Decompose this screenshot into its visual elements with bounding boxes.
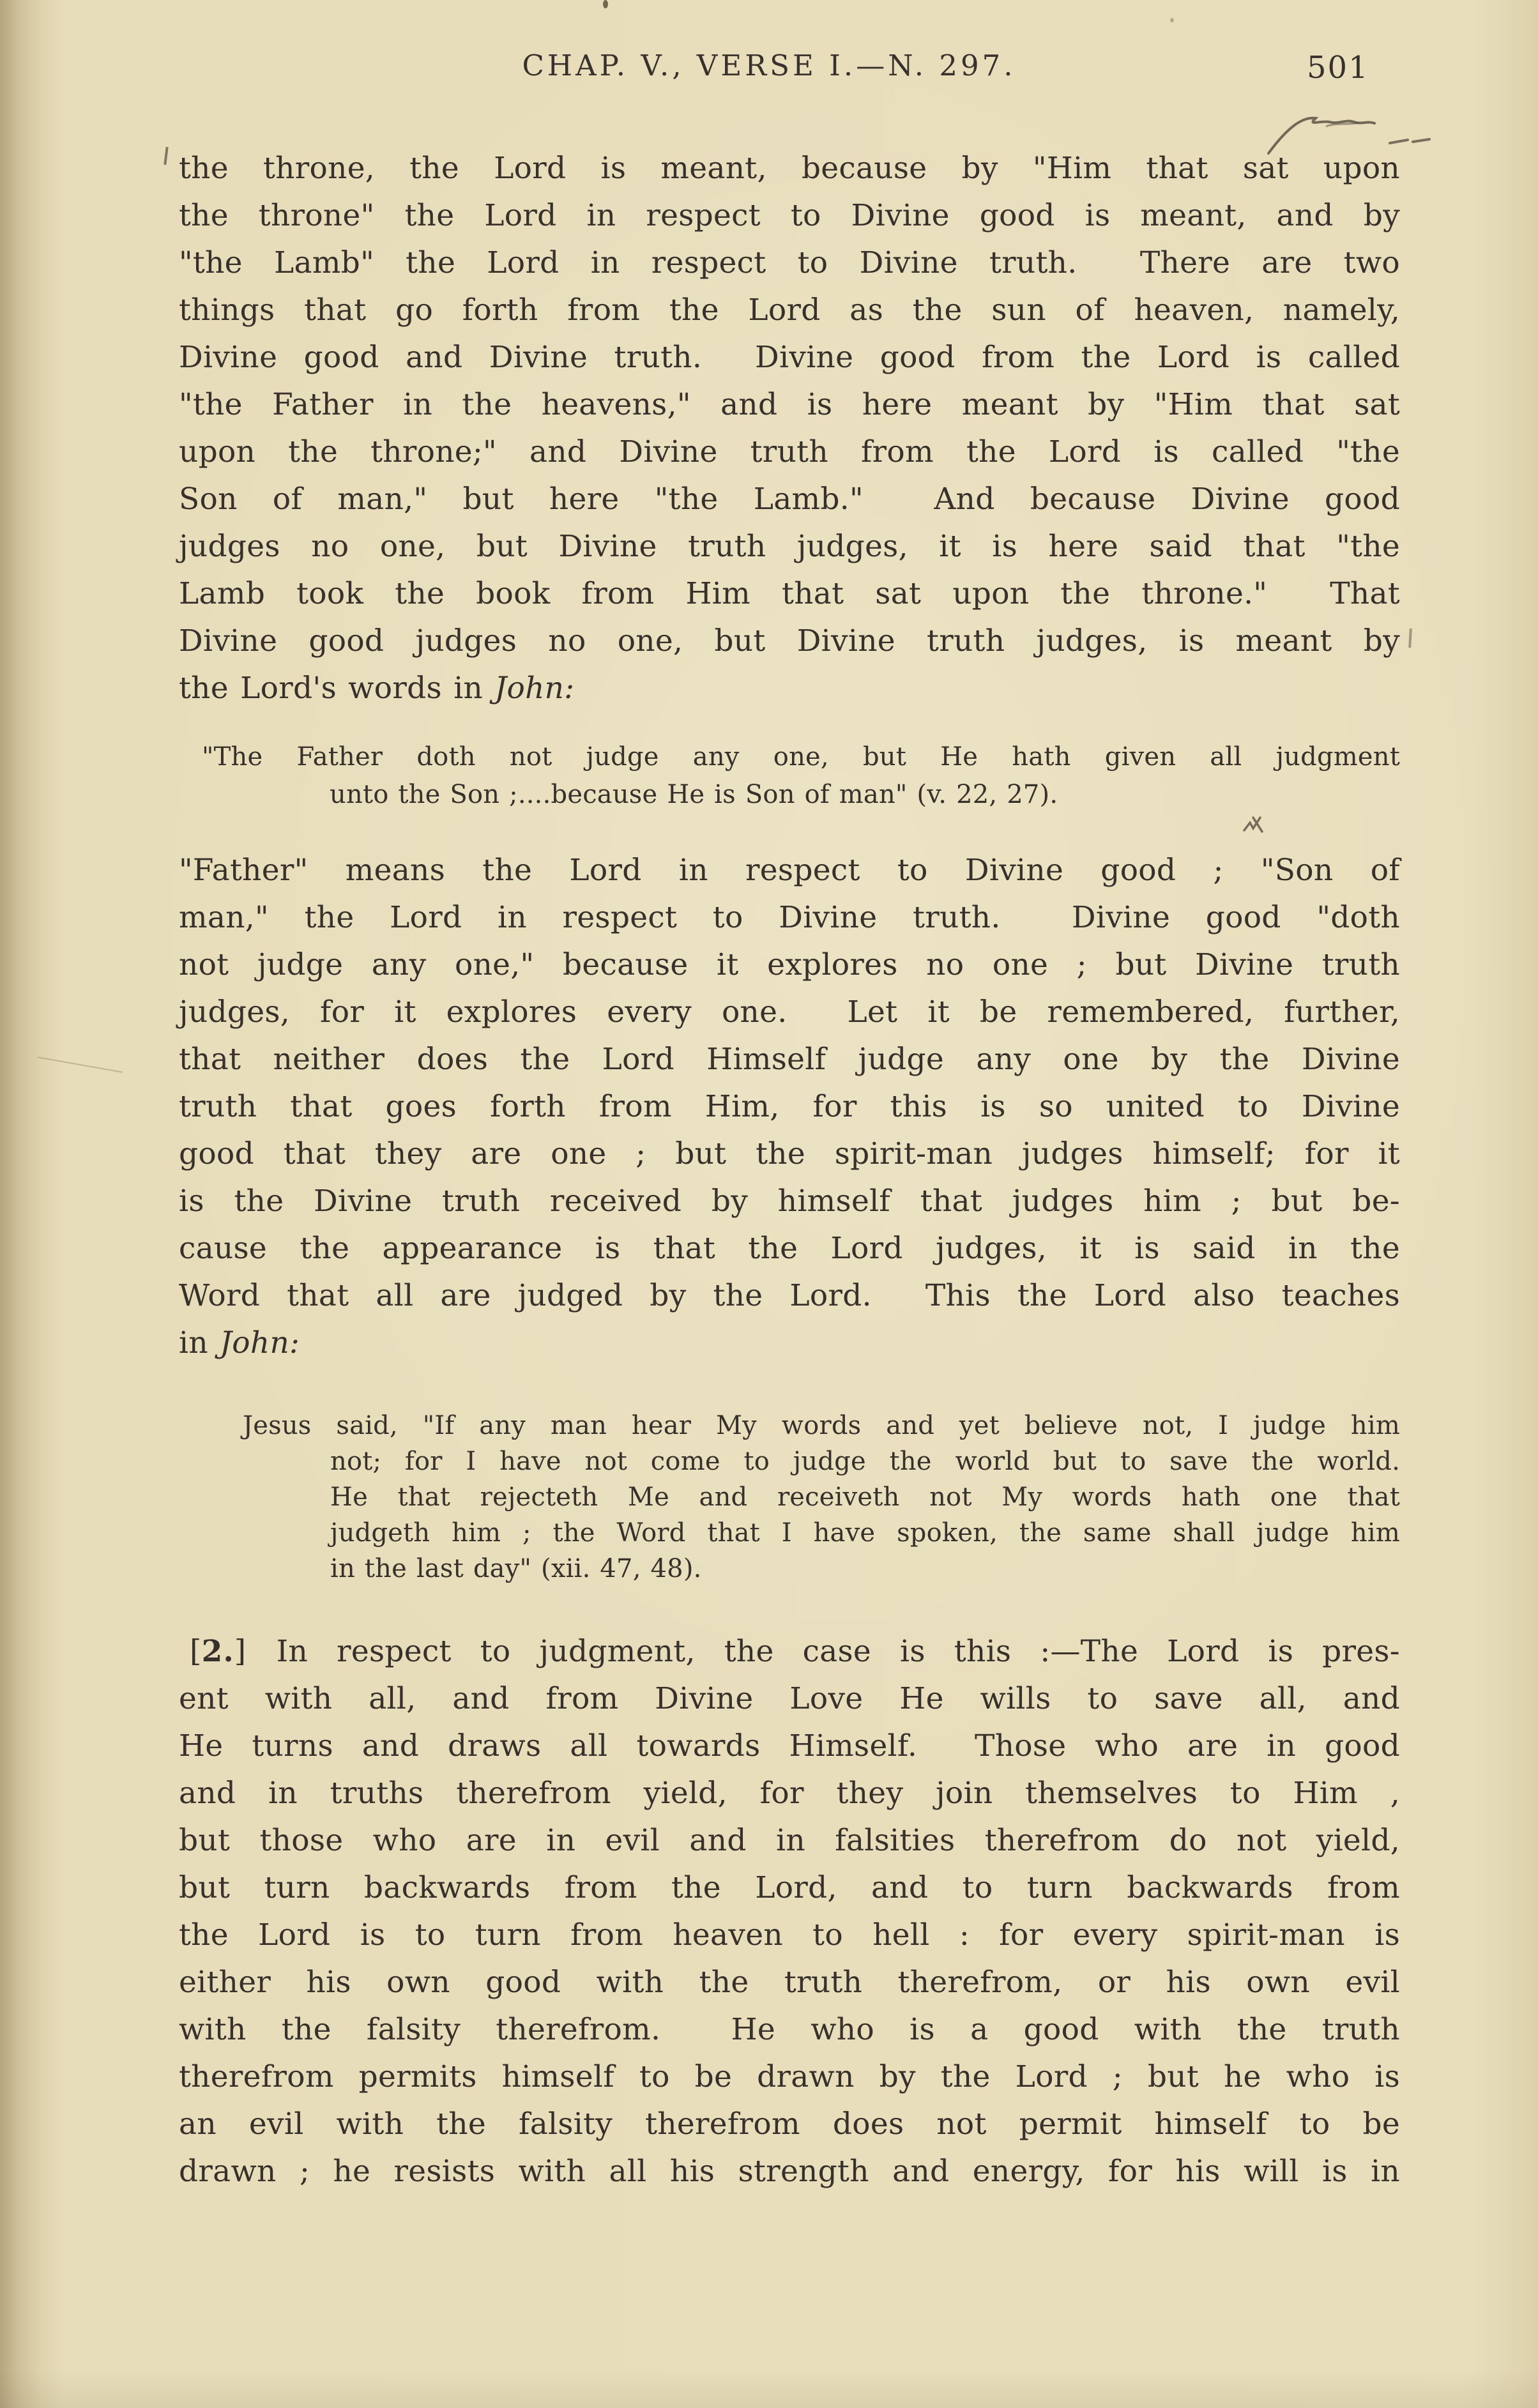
text-line: good that they are one ; but the spirit-man judges himself; for it <box>179 1136 1400 1171</box>
text-line: judges no one, but Divine truth judges, it is here said that "the <box>179 529 1400 564</box>
text-line: the throne" the Lord in respect to Divine good is meant, and by <box>179 198 1400 233</box>
text-line: that neither does the Lord Himself judge any one by the Divine <box>179 1042 1400 1077</box>
text-line: truth that goes forth from Him, for this is so united to Divine <box>179 1089 1400 1124</box>
text-line: and in truths therefrom yield, for they join themselves to Him , <box>179 1776 1400 1811</box>
text-line: the Lord is to turn from heaven to hell : for every spirit-man is <box>179 1917 1400 1953</box>
text-line: in John: <box>179 1325 300 1360</box>
text-line: judgeth him ; the Word that I have spoken, the same shall judge him <box>330 1518 1400 1548</box>
text-line: judges, for it explores every one. Let it be remembered, further, <box>179 994 1400 1030</box>
paragraph <box>179 847 1400 1367</box>
scripture-quote <box>179 738 1400 814</box>
text-line: Divine good and Divine truth. Divine good from the Lord is called <box>179 340 1400 375</box>
page-number: 501 <box>1307 50 1369 86</box>
text-line: "Father" means the Lord in respect to Divine good ; "Son of <box>179 853 1400 888</box>
text-line: things that go forth from the Lord as the sun of heaven, namely, <box>179 293 1400 328</box>
text-line: not judge any one," because it explores no one ; but Divine truth <box>179 947 1400 982</box>
text-line: therefrom permits himself to be drawn by the Lord ; but he who is <box>179 2059 1400 2094</box>
text-block <box>179 0 1400 2408</box>
text-line: not; for I have not come to judge the world but to save the world. <box>330 1447 1400 1476</box>
text-line: "The Father doth not judge any one, but He hath given all judgment <box>202 742 1400 772</box>
text-line: but those who are in evil and in falsities therefrom do not yield, <box>179 1823 1400 1858</box>
numbered-paragraph <box>179 1628 1400 2195</box>
text-line: Divine good judges no one, but Divine truth judges, is meant by <box>179 623 1400 659</box>
text-line: in the last day" (xii. 47, 48). <box>330 1554 702 1583</box>
text-line: with the falsity therefrom. He who is a good with the truth <box>179 2012 1400 2047</box>
paper-scratch <box>38 1056 123 1072</box>
text-line: the throne, the Lord is meant, because by "Him that sat upon <box>179 151 1400 186</box>
text-line: unto the Son ;....because He is Son of man" (v. 22, 27). <box>330 780 1058 809</box>
text-line: either his own good with the truth therefrom, or his own evil <box>179 1965 1400 2000</box>
text-line: "the Lamb" the Lord in respect to Divine truth. There are two <box>179 245 1400 280</box>
scripture-quote <box>179 1408 1400 1587</box>
text-line: ent with all, and from Divine Love He wills to save all, and <box>179 1681 1400 1716</box>
ink-tick-mark <box>164 147 168 165</box>
running-head: CHAP. V., VERSE I.—N. 297. <box>522 49 1016 82</box>
text-line: Word that all are judged by the Lord. This the Lord also teaches <box>179 1278 1400 1313</box>
text-line: but turn backwards from the Lord, and to turn backwards from <box>179 1870 1400 1905</box>
text-line: Son of man," but here "the Lamb." And because Divine good <box>179 482 1400 517</box>
text-line: He turns and draws all towards Himself. Those who are in good <box>179 1728 1400 1764</box>
text-line: is the Divine truth received by himself that judges him ; but be- <box>179 1184 1400 1219</box>
text-line: upon the throne;" and Divine truth from the Lord is called "the <box>179 434 1400 469</box>
text-line: an evil with the falsity therefrom does not permit himself to be <box>179 2107 1400 2142</box>
text-line: [2.] In respect to judgment, the case is this :—The Lord is pres- <box>190 1634 1400 1669</box>
text-line: "the Father in the heavens," and is here meant by "Him that sat <box>179 387 1400 422</box>
text-line: Jesus said, "If any man hear My words and yet believe not, I judge him <box>243 1411 1400 1440</box>
text-line: the Lord's words in John: <box>179 671 575 706</box>
ink-tick-mark <box>1408 629 1412 648</box>
text-line: He that rejecteth Me and receiveth not My words hath one that <box>330 1482 1400 1512</box>
text-line: cause the appearance is that the Lord judges, it is said in the <box>179 1231 1400 1266</box>
text-line: Lamb took the book from Him that sat upon the throne." That <box>179 576 1400 611</box>
text-line: man," the Lord in respect to Divine truth. Divine good "doth <box>179 900 1400 935</box>
text-line: drawn ; he resists with all his strength and energy, for his will is in <box>179 2154 1400 2189</box>
paragraph-continued <box>179 145 1400 712</box>
